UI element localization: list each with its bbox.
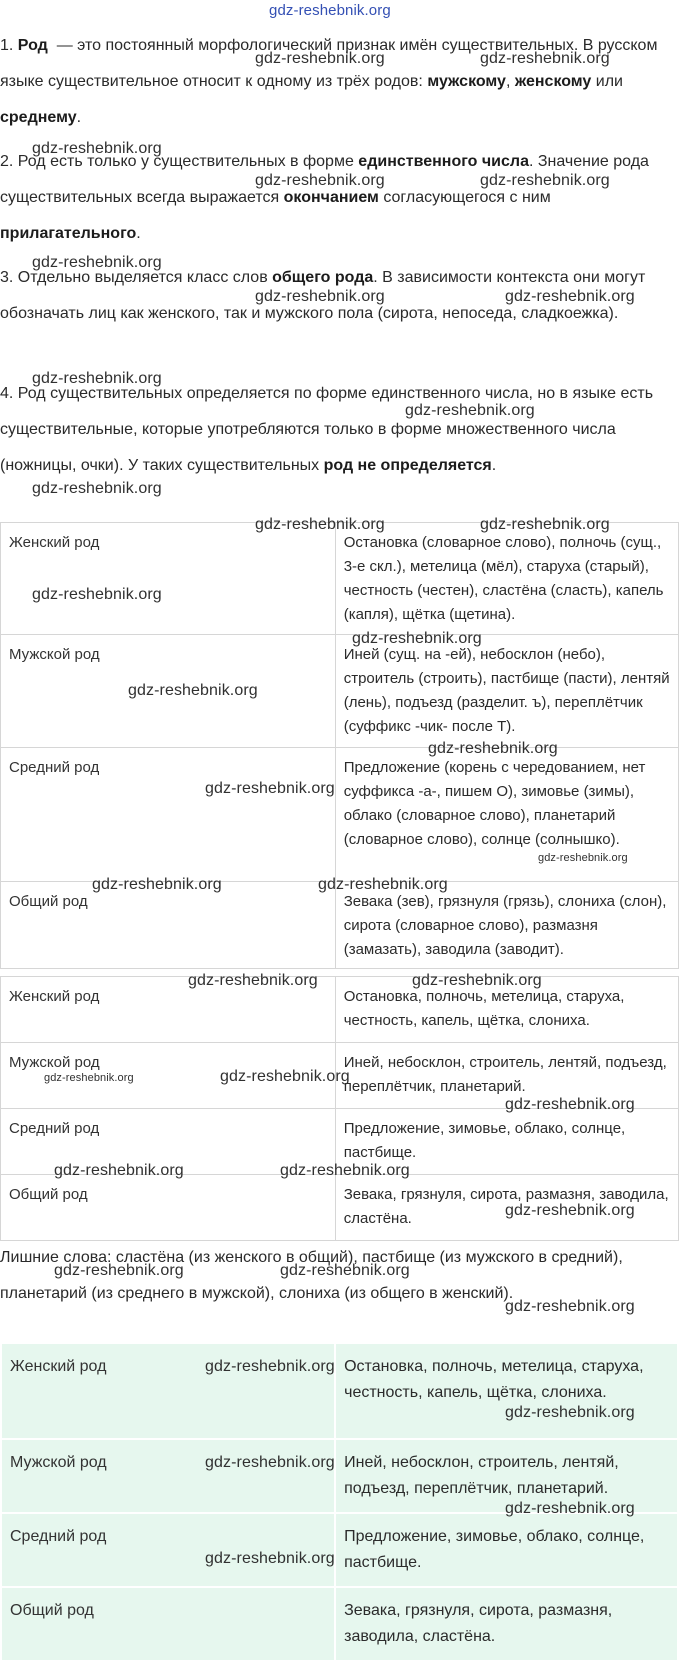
p2-bold-2: окончанием <box>283 189 379 206</box>
paragraph-4 <box>0 376 668 484</box>
watermark: gdz-reshebnik.org <box>352 630 482 647</box>
table-cell-label: Женский род <box>1 1343 335 1439</box>
table-cell-value: Иней, небосклон, строитель, лентяй, подъезд, переплётчик, планетарий. <box>335 1043 678 1109</box>
watermark: gdz-reshebnik.org <box>505 1404 635 1421</box>
paragraph-1 <box>0 28 668 136</box>
table-cell-value: Предложение, зимовье, облако, солнце, пастбище. <box>335 1513 678 1587</box>
watermark: gdz-reshebnik.org <box>428 740 558 757</box>
table-row <box>1 882 679 969</box>
watermark: gdz-reshebnik.org <box>255 50 385 67</box>
watermark: gdz-reshebnik.org <box>280 1262 410 1279</box>
p1-bold-3: среднему <box>0 109 77 126</box>
p4-end: . <box>491 457 497 474</box>
table-cell-value: Предложение (корень с чередованием, нет суффикса -а-, пишем О), зимовье (зимы), облако (словарное слово), планетарий (словарное слово), солнце (солнышко). <box>335 748 678 882</box>
table-cell-value: Иней (сущ. на -ей), небосклон (небо), строитель (строить), пастбище (пасти), лентяй (лень), подъезд (разделит. ъ), переплётчик (суффикс -чик- после Т). <box>335 635 678 748</box>
watermark-top: gdz-reshebnik.org <box>269 2 391 19</box>
p3-text: 3. Отдельно выделяется класс слов <box>0 269 273 286</box>
p1-text-2: или <box>591 73 623 90</box>
table-cell-value: Остановка, полночь, метелица, старуха, честность, капель, щётка, слониха. <box>335 1343 678 1439</box>
p2-text: 2. Род есть только у существительных в форме <box>0 153 359 170</box>
p1-sep: , <box>505 73 515 90</box>
table-cell-label: Женский род <box>1 523 336 635</box>
p1-term: Род <box>17 37 48 54</box>
watermark: gdz-reshebnik.org <box>92 876 222 893</box>
table-row <box>1 1587 678 1661</box>
table-cell-label: Средний род <box>1 748 336 882</box>
p2-end: . <box>136 225 141 242</box>
watermark: gdz-reshebnik.org <box>44 1072 134 1084</box>
watermark: gdz-reshebnik.org <box>32 140 162 157</box>
table-cell-label: Средний род <box>1 1513 335 1587</box>
table-cell-label: Мужской род <box>1 1439 335 1513</box>
watermark: gdz-reshebnik.org <box>32 480 162 497</box>
watermark: gdz-reshebnik.org <box>318 876 448 893</box>
watermark: gdz-reshebnik.org <box>205 780 335 797</box>
p1-number: 1. <box>0 37 14 54</box>
watermark: gdz-reshebnik.org <box>205 1454 335 1471</box>
p4-bold: род не определяется <box>323 457 492 474</box>
table-cell-label: Мужской род <box>1 635 336 748</box>
table-cell-value: Остановка (словарное слово), полночь (сущ., 3-е скл.), метелица (мёл), старуха (старый), честность (честен), сластёна (сласть), капель (капля), щётка (щетина). <box>335 523 678 635</box>
extra-words-note: Лишние слова: сластёна (из женского в общий), пастбище (из мужского в средний), планетарий (из среднего в мужской), слониха (из общего в женский). <box>0 1249 623 1302</box>
table-cell-value: Иней, небосклон, строитель, лентяй, подъезд, переплётчик, планетарий. <box>335 1439 678 1513</box>
table-cell-value: Зевака (зев), грязнуля (грязь), слониха (слон), сирота (словарное слово), размазня (замазать), заводила (заводит). <box>335 882 678 969</box>
watermark: gdz-reshebnik.org <box>480 50 610 67</box>
watermark: gdz-reshebnik.org <box>505 1202 635 1219</box>
watermark: gdz-reshebnik.org <box>255 172 385 189</box>
watermark: gdz-reshebnik.org <box>188 972 318 989</box>
p2-bold-1: единственного числа <box>358 153 529 170</box>
p2-text-3: согласующегося с ним <box>378 189 551 206</box>
watermark: gdz-reshebnik.org <box>505 1096 635 1113</box>
watermark: gdz-reshebnik.org <box>205 1358 335 1375</box>
table-row <box>1 977 679 1043</box>
watermark: gdz-reshebnik.org <box>505 288 635 305</box>
table-cell-label: Общий род <box>1 1587 335 1661</box>
watermark: gdz-reshebnik.org <box>128 682 258 699</box>
watermark: gdz-reshebnik.org <box>538 852 628 864</box>
watermark: gdz-reshebnik.org <box>280 1162 410 1179</box>
table-cell-value: Зевака, грязнуля, сирота, размазня, заводила, сластёна. <box>335 1175 678 1241</box>
paragraph-2 <box>0 144 668 252</box>
table-cell-value: Зевака, грязнуля, сирота, размазня, заводила, сластёна. <box>335 1587 678 1661</box>
table-cell-value: Остановка, полночь, метелица, старуха, честность, капель, щётка, слониха. <box>335 977 678 1043</box>
watermark: gdz-reshebnik.org <box>405 402 535 419</box>
p1-text: — это постоянный морфологический признак имён существительных. В русском языке существительное относит к одному из трёх родов: <box>0 37 658 90</box>
p1-bold-1: мужскому <box>427 73 506 90</box>
watermark: gdz-reshebnik.org <box>480 172 610 189</box>
watermark: gdz-reshebnik.org <box>505 1500 635 1517</box>
table-cell-label: Женский род <box>1 977 336 1043</box>
watermark: gdz-reshebnik.org <box>255 288 385 305</box>
table-row <box>1 635 679 748</box>
table-row <box>1 1513 678 1587</box>
table-cell-label: Мужской род <box>1 1043 336 1109</box>
watermark: gdz-reshebnik.org <box>32 370 162 387</box>
p4-text: 4. Род существительных определяется по форме единственного числа, но в языке есть существительные, которые употребляются только в форме множественного числа (ножницы, очки). У таких существительных <box>0 385 654 474</box>
p1-end: . <box>76 109 82 126</box>
table-cell-value: Предложение, зимовье, облако, солнце, пастбище. <box>335 1109 678 1175</box>
p2-bold-3: прилагательного <box>0 225 137 242</box>
watermark: gdz-reshebnik.org <box>32 586 162 603</box>
table-cell-label: Средний род <box>1 1109 336 1175</box>
table-cell-label: Общий род <box>1 882 336 969</box>
watermark: gdz-reshebnik.org <box>54 1162 184 1179</box>
watermark: gdz-reshebnik.org <box>255 516 385 533</box>
table-row <box>1 1343 678 1439</box>
watermark: gdz-reshebnik.org <box>54 1262 184 1279</box>
p1-bold-2: женскому <box>514 73 592 90</box>
table-row <box>1 523 679 635</box>
watermark: gdz-reshebnik.org <box>32 254 162 271</box>
p3-bold: общего рода <box>272 269 374 286</box>
watermark: gdz-reshebnik.org <box>505 1298 635 1315</box>
p3-text-2: . В зависимости контекста они могут обозначать лиц как женского, так и мужского пола (сирота, непоседа, сладкоежка). <box>0 269 646 322</box>
watermark: gdz-reshebnik.org <box>205 1550 335 1567</box>
table-cell-label: Общий род <box>1 1175 336 1241</box>
watermark: gdz-reshebnik.org <box>220 1068 350 1085</box>
watermark: gdz-reshebnik.org <box>412 972 542 989</box>
watermark: gdz-reshebnik.org <box>480 516 610 533</box>
p2-text-2: . Значение рода существительных всегда выражается <box>0 153 649 206</box>
